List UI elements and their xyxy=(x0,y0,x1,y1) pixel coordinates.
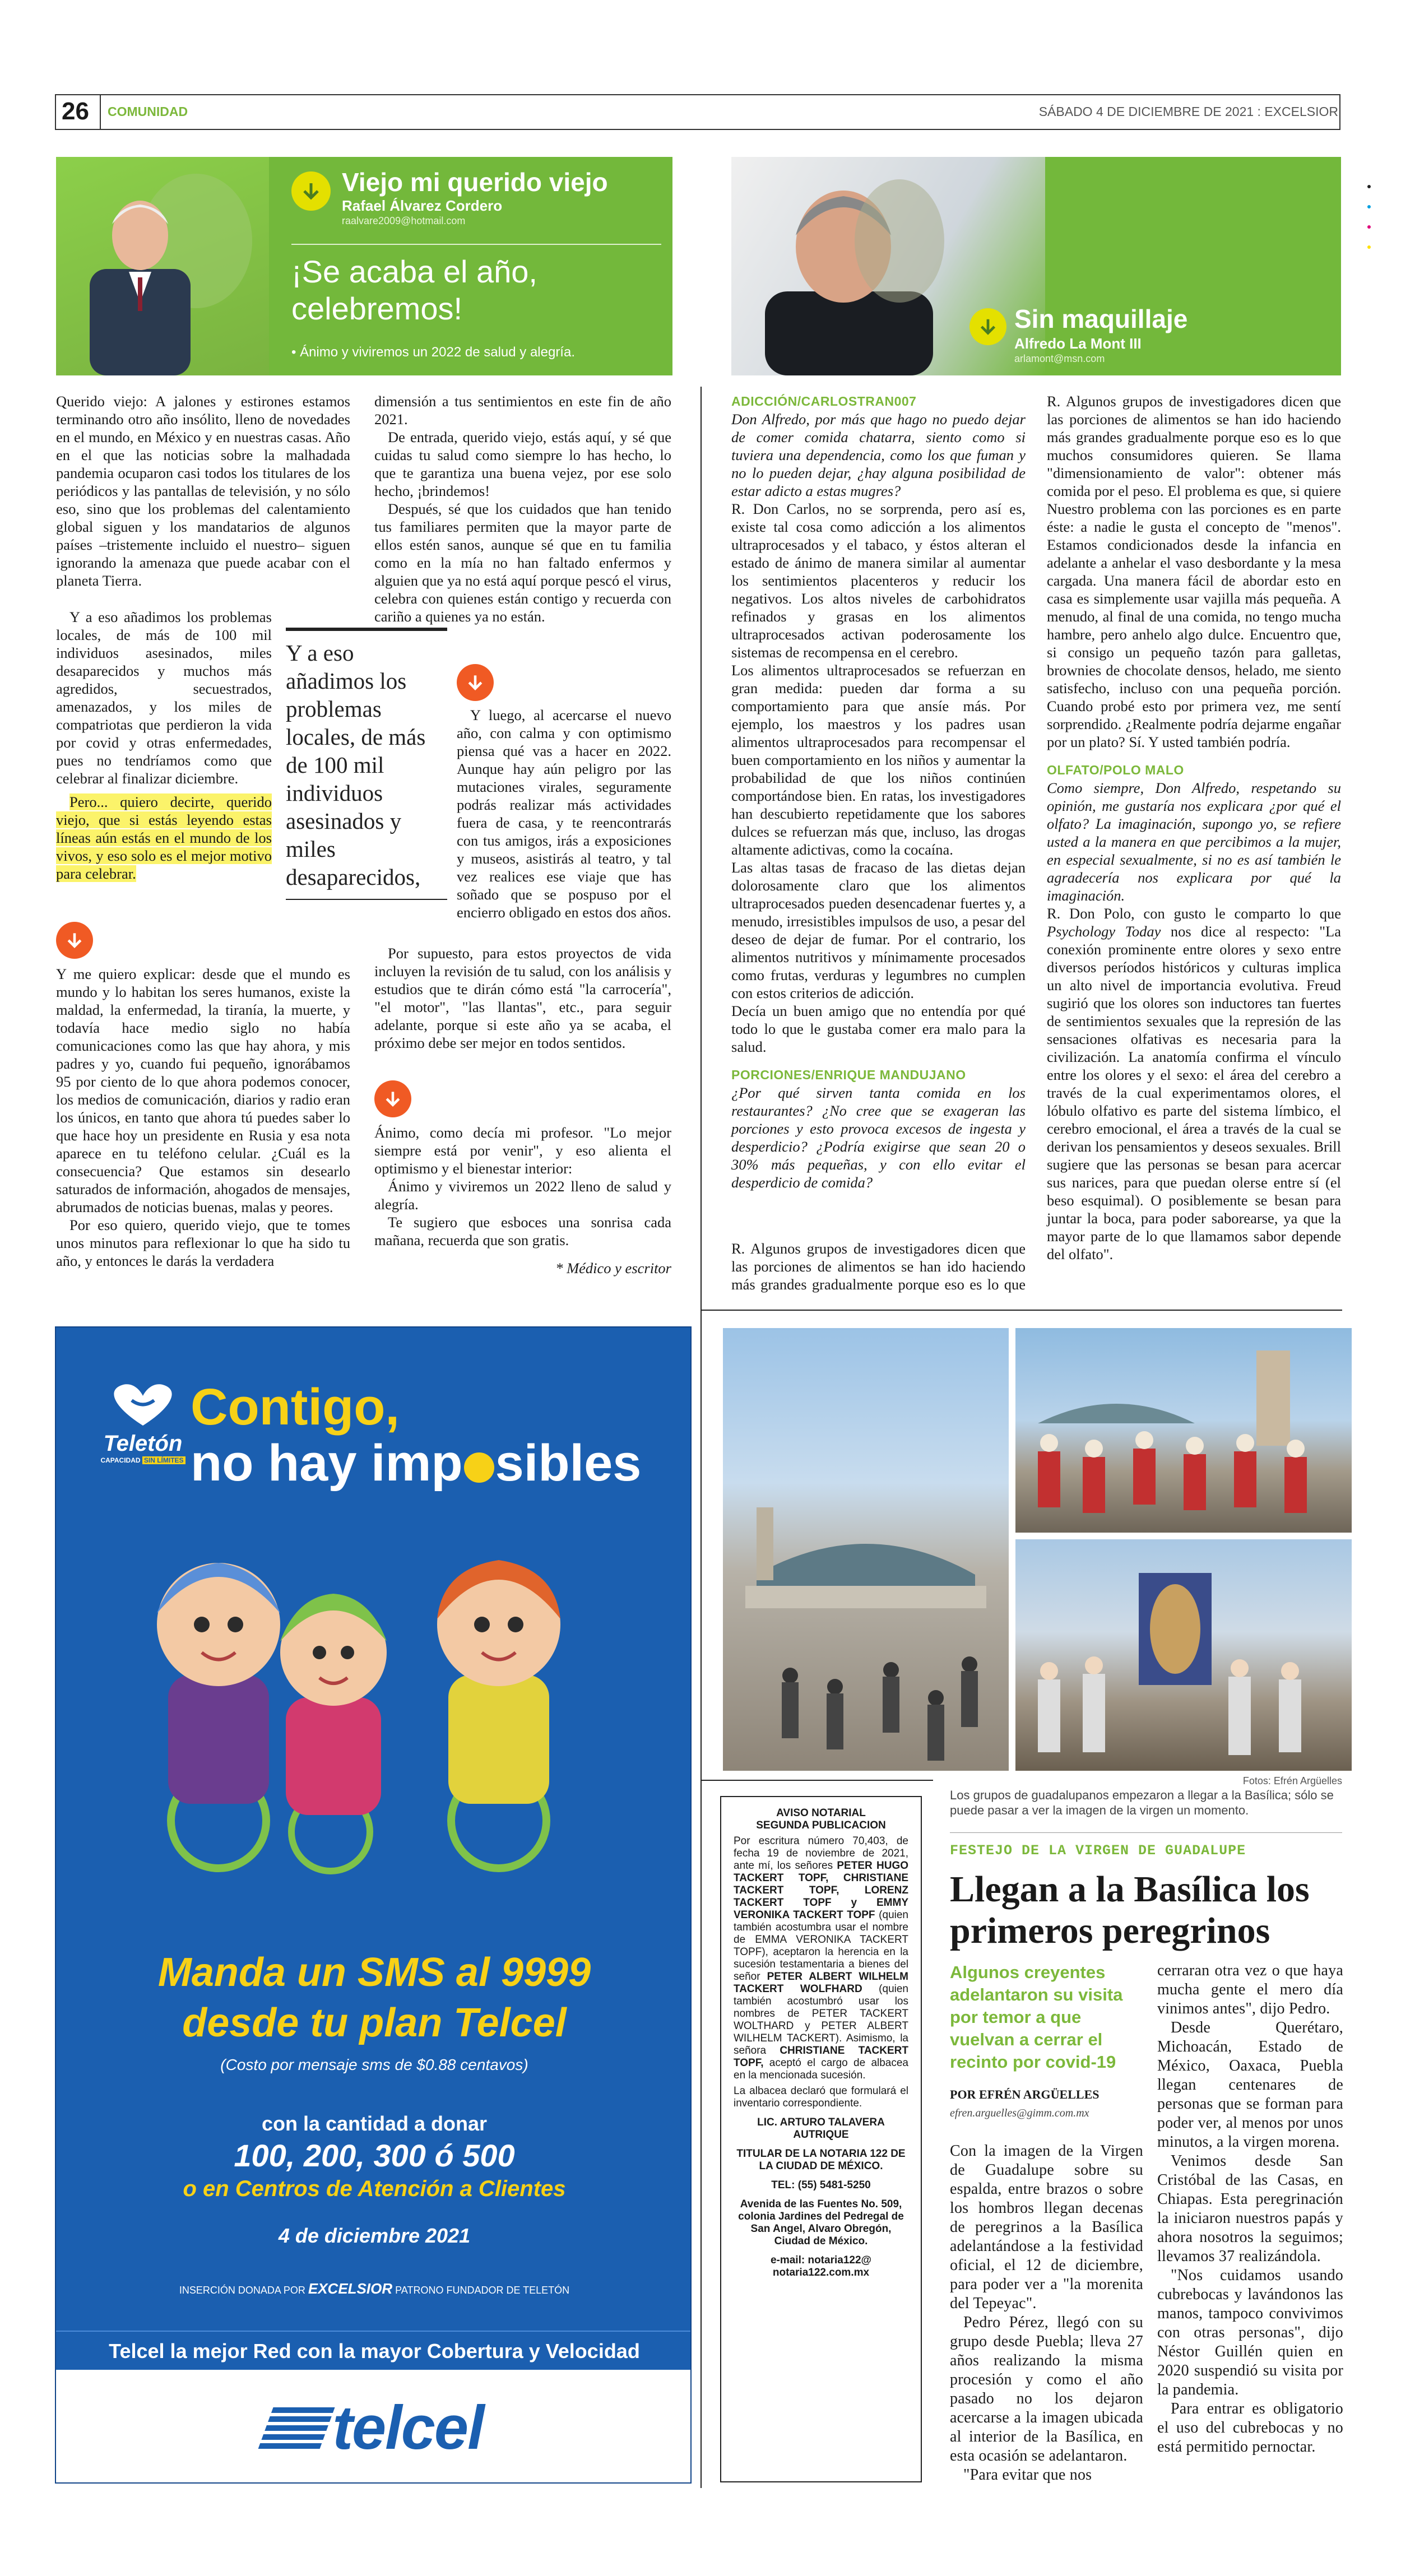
article-col-b xyxy=(374,392,671,625)
pull-quote xyxy=(286,628,447,900)
notice-body-2: La albacea declaró que formulará el inventario correspondiente. xyxy=(734,2085,908,2109)
paragraph: "Para evitar que nos xyxy=(963,2466,1092,2484)
teleton-logo xyxy=(90,1378,196,1464)
column-banner-sin-maquillaje xyxy=(731,157,1341,375)
caption-rule xyxy=(950,1832,1342,1833)
header-date: SÁBADO 4 DE DICIEMBRE DE 2021 : EXCELSIOR xyxy=(1038,104,1338,119)
section-rule xyxy=(700,1310,1342,1311)
header-divider xyxy=(100,95,101,129)
photo-credit: Fotos: Efrén Argüelles xyxy=(1242,1775,1342,1786)
paragraph: Con la imagen de la Virgen de Guadalupe sobre su espalda, entre brazos o sobre los hombros llegan decenas de peregrinos a la Basílica adelantándose a la festividad oficial, el 12 de diciembre, para poder ver a "la morenita del Tepeyac". xyxy=(950,2142,1143,2312)
paragraph: R. Algunos grupos de investigadores dicen que las porciones de alimentos se han ido haciendo más grandes gradualmente porque eso es lo que muchos consumidores quieren. Se llama "dimensionamiento de valor": obtener más comida por el peso. El problema es que, si quiere xyxy=(1047,393,1341,499)
paragraph: dimensión a tus sentimientos en este fin de año 2021. xyxy=(374,393,671,428)
ad-tagline-bar xyxy=(56,2331,692,2370)
paragraph: De entrada, querido viejo, estás aquí, y sé que cuidas tu salud como siempre lo has hecho, lo que te garantiza una buena vejez, por ese solo hecho, ¡brindemos! xyxy=(374,429,671,499)
ad-tagline: Telcel la mejor Red con la mayor Cobertura y Velocidad xyxy=(109,2340,640,2363)
paragraph: Por eso quiero, querido viejo, que te tomes unos minutos para reflexionar lo que ha sido tu año, y entonces le darás la verdadera xyxy=(56,1217,350,1269)
color-registration-marks xyxy=(1367,185,1373,266)
news-byline: POR EFRÉN ARGÜELLES xyxy=(950,2087,1100,2101)
section-head: ADICCIÓN/CARLOSTRAN007 xyxy=(731,394,917,409)
banner-rule xyxy=(291,244,661,245)
news-photo-2 xyxy=(1015,1328,1352,1533)
teleton-sub: CAPACIDAD SIN LÍMITES xyxy=(90,1456,196,1464)
article-col-a xyxy=(56,392,350,590)
news-col-a xyxy=(950,2142,1143,2485)
news-byline-email: efren.arguelles@gimm.com.mx xyxy=(950,2107,1089,2119)
article2-col-b xyxy=(1047,392,1341,1263)
article-col-a2 xyxy=(56,608,272,883)
article-col-a3 xyxy=(56,965,350,1270)
paragraph: cerraran otra vez o que haya mucha gente el mero día vinimos antes", dijo Pedro. xyxy=(1157,1962,1343,2017)
virgin-image-photo-icon xyxy=(1015,1539,1352,1771)
telcel-logo-area xyxy=(56,2370,692,2484)
notice-notary: TITULAR DE LA NOTARIA 122 DE LA CIUDAD DE MÉXICO. xyxy=(736,2148,906,2172)
paragraph: Y me quiero explicar: desde que el mundo es mundo y lo habitan los seres humanos, existe la maldad, la enfermedad, la tiranía, la muerte, y todavía hace medio siglo no había comunicaciones como las que hay ahora, y mis padres y yo, cuando fui pequeño, ignorábamos 95 por ciento de lo que ahora podemos conocer, los medios de comunicación, diarios y radio eran los únicos, en tanto que ahora tú puedes saber lo que hace hoy un presidente en Rusia y esa nota aparece en tu teléfono celular. ¿Cuál es la consecuencia? Que estamos sin desearlo saturados de información, ahogados de mensajes, abrumados de noticias buenas, malas y peores. xyxy=(56,966,350,1215)
article-col-b3 xyxy=(374,944,671,1052)
ad-amounts: 100, 200, 300 ó 500 xyxy=(234,2138,515,2173)
column-divider xyxy=(700,387,702,1311)
paragraph: Y luego, al acercarse el nuevo año, con calma y con optimismo piensa qué vas a hacer en 2022. Aunque hay aún peligro por las mutaciones virales, seguramente podrás realizar más actividades fuera de casa, y te reencontrarás con tus amigos, irás a exposiciones y museos, asistirás al teatro, y tal vez realices ese viaje que has soñado que se pospuso por el encierro obligado en estos dos años. xyxy=(457,707,671,921)
reader-question: ¿Por qué sirven tanta comida en los restaurantes? ¿No cree que se exageran las porciones y esto provoca excesos de ingesta y desperdicio? ¿Podría exigirse que sean 20 o 30% más pequeñas, y con ello evitar el desperdicio de comida? xyxy=(731,1084,1026,1191)
ad-date: 4 de diciembre 2021 xyxy=(278,2224,471,2247)
telcel-logo: telcel xyxy=(56,2392,692,2463)
notary-notice xyxy=(720,1796,922,2482)
ad-headline-2: no hay imp sibles xyxy=(191,1435,642,1492)
teleton-heart-icon xyxy=(101,1378,185,1428)
ad-sms-2: desde tu plan Telcel xyxy=(182,2001,567,2045)
news-col-b xyxy=(1157,1961,1343,2457)
ad-illustration-kids xyxy=(118,1529,622,1877)
teleton-brand: Teletón xyxy=(103,1431,183,1456)
reader-question: Don Alfredo, por más que hago no puedo dejar de comer comida chatarra, siento como si tuviera una dependencia, como los que fuman y no lo pueden dejar, ¿hay alguna posibilidad de estar adicto a estas mugres? xyxy=(731,411,1026,499)
paragraph: Los alimentos ultraprocesados se refuerzan en gran medida: pueden dar forma a su comportamiento para que ansíe más. Por ejemplo, los maestros y los padres usan alimentos ultraprocesados para recompensar el buen comportamiento en los niños y aumentar la probabilidad de que los niños continúen comportándose bien. En ratas, los investigadores han descubierto repetidamente que los sabores dulces se refuerzan más que, incluso, las drogas altamente adictivas, como la cocaína. xyxy=(731,662,1026,858)
author-portrait-2-icon xyxy=(731,157,1045,375)
notice-address: Avenida de las Fuentes No. 509, colonia Jardines del Pedregal de San Angel, Alvaro Obregón, Ciudad de México. xyxy=(738,2198,904,2247)
news-photo-3 xyxy=(1015,1539,1352,1771)
paragraph: Venimos desde San Cristóbal de las Casas, en Chiapas. Esta peregrinación la iniciaron nuestros papás y ahora nosotros la seguimos; llevamos 37 realizándola. xyxy=(1157,2152,1343,2265)
article-col-b2 xyxy=(457,706,671,921)
paragraph: Nuestro problema con las porciones es en parte éste: a nadie le gusta el concepto de "menos". Estamos condicionados desde la infancia en adelante a anhelar el vaso desbordante y la mesa cargada. Una manera fácil de abordar esto en casa es simplemente usar vajilla más pequeña. A menudo, al final de una comida, no tengo mucha hambre, pero anhelo algo dulce. Encuentro que, si consigo un pequeño tazón para galletas, brownies de chocolate densos, helado, me siento satisfecho, incluso con una pequeña porción. Cuando probé esto por primera vez, me sentí sorprendido. ¿Realmente podría dejarme engañar por un plato? Sí. Y usted también podría. xyxy=(1047,500,1341,750)
paragraph: Y a eso añadimos los problemas locales, de más de 100 mil individuos asesinados, miles desaparecidos y muchos más agredidos, secuestrados, amenazados, y los miles de compatriotas que perdieron la vida por covid y otras enfermedades, pues no tendríamos como que celebrar al finalizar diciembre. xyxy=(56,609,272,787)
paragraph: Después, sé que los cuidados que han tenido tus familiares permiten que la mayor parte de ellos estén sanos, aunque sé que en tu familia como en la mía no han faltado enfermos y alguien que ya no está aquí porque pescó el virus, celebra con quienes están contigo y recuerda con cariño a quienes ya no están. xyxy=(374,500,671,625)
news-kicker: FESTEJO DE LA VIRGEN DE GUADALUPE xyxy=(950,1842,1246,1859)
sun-o-icon xyxy=(464,1452,494,1483)
page-number: 26 xyxy=(62,98,89,125)
paragraph: R. Don Polo, con gusto le comparto lo que Psychology Today nos dice al respecto: "La conexión prominente entre olores y sexo entre diversos períodos históricos y culturas implica un alto nivel de importancia evolutiva. Freud sugirió que los olores son inductores tan fuertes de sentimientos sexuales que la represión de las sensaciones olfativas es necesaria para la civilización. La anatomía confirma el vínculo entre los olores y el sexo: el área del cerebro a través de la cual experimentamos olores, el lóbulo olfativo es parte del sistema límbico, el cerebro emocional, el área a través de la cual se derivan los pensamientos y deseos sexuales. Brill sugiere que las personas se besan para acercar sus narices, para que puedan olerse entre sí (el beso esquimal). O posiblemente se besan para juntar la boca, para poder saborearse, ya que la mayor parte de lo que llamamos sabor depende del olfato". xyxy=(1047,905,1341,1263)
column-email: raalvare2009@hotmail.com xyxy=(342,215,466,226)
paragraph: Para entrar es obligatorio el uso del cubrebocas y no está permitido pernoctar. xyxy=(1157,2400,1343,2456)
author-photo-2 xyxy=(731,157,1045,375)
notice-phone: TEL: (55) 5481-5250 xyxy=(771,2179,871,2191)
paragraph: Ánimo y viviremos un 2022 lleno de salud y alegría. xyxy=(374,1178,671,1213)
column-email-2: arlamont@msn.com xyxy=(1014,353,1105,364)
arrow-down-icon xyxy=(969,308,1006,345)
highlight-text: Pero... quiero decirte, querido viejo, que si estás leyendo estas líneas aún estás en el mundo de los vivos, y eso solo es el mejor motivo para celebrar. xyxy=(56,793,272,882)
paragraph: R. Algunos grupos de investigadores dicen que las porciones de alimentos se han ido haciendo más grandes gradualmente porque eso es lo que xyxy=(731,1240,1026,1293)
arrow-down-icon xyxy=(374,1080,411,1117)
notice-email: e-mail: notaria122@ notaria122.com.mx xyxy=(770,2254,872,2278)
column-author: Rafael Álvarez Cordero xyxy=(342,197,503,214)
photo-caption: Los grupos de guadalupanos empezaron a llegar a la Basílica; sólo se puede pasar a ver la imagen de la virgen un momento. xyxy=(950,1788,1334,1817)
paragraph: Te sugiero que esboces una sonrisa cada mañana, recuerda que son gratis. xyxy=(374,1214,671,1248)
paragraph: "Nos cuidamos usando cubrebocas y lavándonos las manos, tampoco convivimos con otras personas", dijo Néstor Guillén quien en 2020 suspendió su visita por la pandemia. xyxy=(1157,2267,1343,2398)
ad-sms-1: Manda un SMS al 9999 xyxy=(157,1950,591,1995)
paragraph: Decía un buen amigo que no entendía por qué todo lo que le gustaba comer era malo para la salud. xyxy=(731,1002,1026,1055)
paragraph: R. Don Carlos, no se sorprenda, pero así es, existe tal cosa como adicción a los alimentos ultraprocesados y el tabaco, y éstos alteran el estado de ánimo de manera similar al aumentar los sentimientos placenteros y reducir los negativos. Los altos niveles de carbohidratos refinados y grasas en los alimentos ultraprocesados activan poderosamente los sistemas de recompensa en el cerebro. xyxy=(731,500,1026,661)
news-subhead: Algunos creyentes adelantaron su visita por temor a que vuelvan a cerrar el recinto por covid-19 xyxy=(950,1962,1123,2072)
column-banner-viejo xyxy=(56,157,672,375)
notice-body: Por escritura número 70,403, de fecha 19 de noviembre de 2021, ante mí, los señores PETER HUGO TACKERT TOPF, CHRISTIANE TACKERT TOPF, LORENZ TACKERT TOPF y EMMY VERONIKA TACKERT TOPF (quien también acostumbra usar el nombre de EMMA VERONIKA TACKERT TOPF), aceptaron la herencia en la sucesión testamentaria a bienes del señor PETER ALBERT WILHELM TACKERT WOLFHARD (quien también acostumbró usar los nombres de PETER TACKERT WOLTHARD y PETER ALBERT WILHELM TACKERT). Asimismo, la señora CHRISTIANE TACKERT TOPF, aceptó el cargo de albacea en la mencionada sucesión. xyxy=(734,1835,909,2081)
highlighted-paragraph xyxy=(56,793,272,883)
ad-centers: o en Centros de Atención a Clientes xyxy=(183,2176,566,2201)
paragraph: Ánimo, como decía mi profesor. "Lo mejor siempre está por venir", y eso alienta el optimismo y el bienestar interior: xyxy=(374,1124,671,1177)
paragraph: Querido viejo: A jalones y estirones estamos terminando otro año insólito, lleno de novedades en el mundo, en México y en nuestras casas. Año en el que las noticias sobre la malhadada pandemia ocuparon casi todos los titulares de los periódicos y las pantallas de televisión, y no sólo eso, sino que los problemas del calentamiento global siguen y los mandatarios de algunos países –tristemente incluido el nuestro– siguen ignorando la amenaza que puede acabar con el planeta Tierra. xyxy=(56,393,350,589)
paragraph: Pedro Pérez, llegó con su grupo desde Puebla; lleva 27 años realizando la misma procesión y como el año pasado no los dejaron acercarse a la imagen ubicada al interior de la Basílica, en esta ocasión se adelantaron. xyxy=(950,2314,1143,2464)
arrow-down-icon xyxy=(457,664,494,701)
news-headline: Llegan a la Basílica los primeros peregrinos xyxy=(950,1869,1310,1951)
column-author-2: Alfredo La Mont III xyxy=(1014,335,1142,352)
article-col-b4 xyxy=(374,1124,671,1277)
column-title-2: Sin maquillaje xyxy=(1014,304,1188,333)
teleton-ad xyxy=(55,1326,692,2484)
ad-insercion: INSERCIÓN DONADA POR EXCELSIOR PATRONO FUNDADOR DE TELETÓN xyxy=(179,2280,570,2297)
article2-col-a-end xyxy=(731,1240,1026,1293)
pull-quote-rule xyxy=(286,899,447,900)
telcel-stripes-icon xyxy=(257,2407,335,2452)
pilgrims-photo-icon xyxy=(1015,1328,1352,1533)
basilica-photo-icon xyxy=(723,1328,1009,1771)
ad-donate: con la cantidad a donar xyxy=(261,2112,488,2135)
author-photo xyxy=(56,157,269,375)
paragraph: Desde Querétaro, Michoacán, Estado de México, Oaxaca, Puebla llegan centenares de personas que se forman para poder ver, al menos por unos minutos, a la virgen morena. xyxy=(1157,2019,1343,2151)
ad-cost: (Costo por mensaje sms de $0.88 centavos) xyxy=(220,2056,528,2073)
pull-quote-text: Y a eso añadimos los problemas locales, de más de 100 mil individuos asesinados y miles desaparecidos, xyxy=(286,640,426,890)
author-portrait-icon xyxy=(56,157,269,375)
article2-col-a xyxy=(731,392,1026,1191)
arrow-down-icon xyxy=(56,922,93,959)
arrow-down-icon xyxy=(291,171,331,211)
notice-title: AVISO NOTARIAL xyxy=(776,1807,866,1819)
section-head: PORCIONES/ENRIQUE MANDUJANO xyxy=(731,1067,966,1082)
notice-signature: LIC. ARTURO TALAVERA AUTRIQUE xyxy=(757,2117,885,2141)
reader-question: Como siempre, Don Alfredo, respetando su opinión, me gustaría nos explicara ¿por qué el olfato? La imaginación, supongo yo, se refiere usted a la manera en que percibimos a la mujer, en especial sexualmente, si no es así también le agradecería nos explicara por qué la imaginación. xyxy=(1047,779,1341,904)
notice-subtitle: SEGUNDA PUBLICACION xyxy=(756,1820,886,1831)
section-label: COMUNIDAD xyxy=(108,104,188,119)
paragraph: Las altas tasas de fracaso de las dietas dejan dolorosamente claro que los alimentos ultraprocesados pueden desencadenar fuertes y, a menudo, irresistibles impulsos de uso, a pesar del deseo de dejar de fumar. Por el contrario, los alimentos nutritivos y mínimamente procesados como frutas, verduras y legumbres no cumplen con estos criterios de adicción. xyxy=(731,859,1026,1001)
paragraph: Por supuesto, para estos proyectos de vida incluyen la revisión de tu salud, con los análisis y estudios que te dirán cómo está "la carrocería", "el motor", "las llantas", etc., para seguir adelante, porque si este año ya se acaba, el próximo debe ser mejor en todos sentidos. xyxy=(374,945,671,1051)
column-dek: • Ánimo y viviremos un 2022 de salud y alegría. xyxy=(291,345,575,360)
column-title: Viejo mi querido viejo xyxy=(342,168,608,197)
news-photo-1 xyxy=(723,1328,1009,1771)
column-headline: ¡Se acaba el año, celebremos! xyxy=(291,254,537,326)
author-signature: * Médico y escritor xyxy=(555,1260,671,1277)
ad-headline-1: Contigo, xyxy=(191,1378,400,1436)
section-head: OLFATO/POLO MALO xyxy=(1047,763,1184,777)
